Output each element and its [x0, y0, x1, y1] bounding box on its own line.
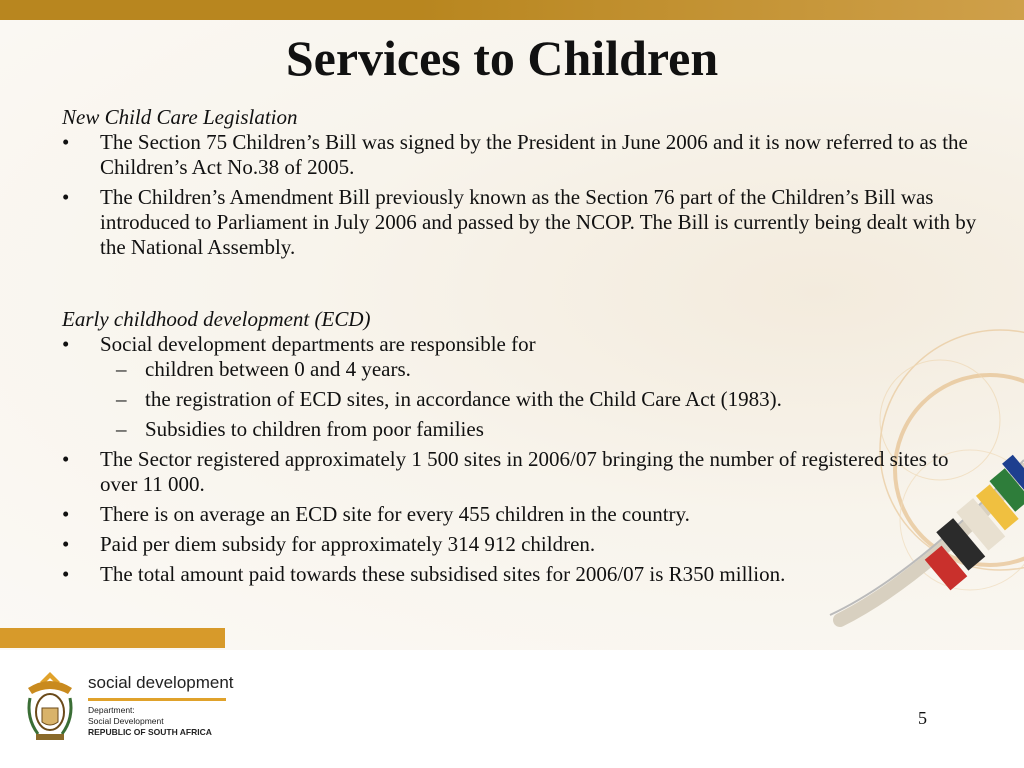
- dash-marker: –: [116, 417, 127, 441]
- bullet-item: [62, 562, 982, 587]
- dash-marker: –: [116, 357, 127, 381]
- section-heading-legislation: New Child Care Legislation: [62, 105, 298, 129]
- department-label: Department:: [88, 705, 135, 715]
- bullet-marker: •: [62, 502, 70, 526]
- sub-bullet-item: [62, 417, 982, 442]
- bullet-marker: •: [62, 332, 70, 356]
- bullet-item: [62, 532, 982, 557]
- slide-title: Services to Children: [285, 30, 719, 86]
- section-heading-ecd: Early childhood development (ECD): [62, 307, 371, 331]
- logo-divider: [88, 698, 226, 701]
- bullet-item: [62, 130, 982, 180]
- department-block: [88, 705, 212, 738]
- page-number: 5: [918, 708, 927, 728]
- bullet-item: [62, 332, 982, 357]
- bullet-item: [62, 185, 982, 260]
- logo-wordmark: social development: [88, 673, 234, 692]
- bullet-marker: •: [62, 447, 70, 471]
- dash-marker: –: [116, 387, 127, 411]
- bullet-text: The total amount paid towards these subsidised sites for 2006/07 is R350 million.: [100, 562, 786, 586]
- bullet-marker: •: [62, 562, 70, 586]
- bullet-marker: •: [62, 532, 70, 556]
- top-gold-bar-gradient: [420, 0, 1024, 20]
- country-name: REPUBLIC OF SOUTH AFRICA: [88, 727, 212, 737]
- bottom-orange-bar: [0, 628, 225, 648]
- bullet-text: Social development departments are responsible for: [100, 332, 536, 356]
- bullet-text: The Children’s Amendment Bill previously known as the Section 76 part of the Children’s Bill was introduced to Parliament in July 2006 and passed by the NCOP. The Bill is currently being dealt with by the National Assembly.: [100, 185, 977, 259]
- bullet-item: [62, 447, 982, 497]
- coat-of-arms-icon: [20, 668, 80, 744]
- sub-bullet-text: children between 0 and 4 years.: [145, 357, 411, 381]
- bullet-text: The Sector registered approximately 1 500 sites in 2006/07 bringing the number of registered sites to over 11 000.: [100, 447, 949, 496]
- bullet-text: There is on average an ECD site for every 455 children in the country.: [100, 502, 690, 526]
- bullet-marker: •: [62, 130, 70, 154]
- sub-bullet-item: [62, 387, 982, 412]
- sub-bullet-item: [62, 357, 982, 382]
- slide-content: [62, 105, 982, 587]
- sub-bullet-text: the registration of ECD sites, in accordance with the Child Care Act (1983).: [145, 387, 782, 411]
- bullet-text: Paid per diem subsidy for approximately 314 912 children.: [100, 532, 596, 556]
- bullet-item: [62, 502, 982, 527]
- department-name: Social Development: [88, 716, 164, 726]
- sub-bullet-text: Subsidies to children from poor families: [145, 417, 484, 441]
- bullet-marker: •: [62, 185, 70, 209]
- bullet-text: The Section 75 Children’s Bill was signed by the President in June 2006 and it is now referred to as the Children’s Act No.38 of 2005.: [100, 130, 968, 179]
